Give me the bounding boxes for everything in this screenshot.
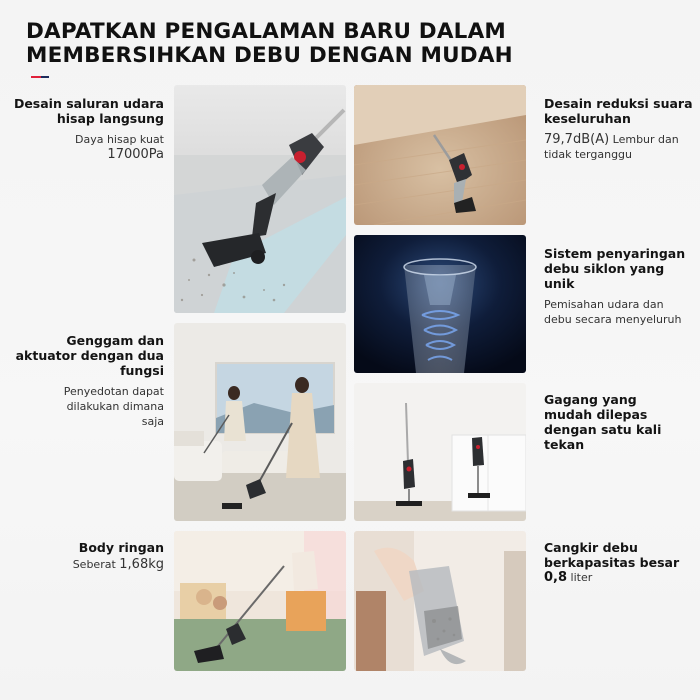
photo-lightweight-kids-room <box>174 531 346 671</box>
feature-suction-desc <box>4 132 164 162</box>
page-title <box>26 20 686 68</box>
feature-noise-desc-suffix: Lembur dan tidak terganggu <box>544 133 679 161</box>
feature-dustcup <box>544 540 684 585</box>
feature-suction-value: 17000Pa <box>107 147 164 162</box>
photo-quiet-wood-floor <box>354 85 526 225</box>
feature-dustcup-value: 0,8 <box>544 570 568 585</box>
feature-noise-desc <box>544 132 694 162</box>
photo-detachable-handle <box>354 383 526 521</box>
feature-handheld-title: Genggam dan aktuator dengan dua fungsi <box>15 333 164 378</box>
title-accent-bar <box>31 76 49 78</box>
feature-suction-desc-prefix: Daya hisap kuat <box>75 133 164 146</box>
feature-cyclone <box>544 246 694 327</box>
feature-dustcup-desc-suffix: liter <box>570 571 593 584</box>
feature-lightweight-title: Body ringan <box>78 540 164 555</box>
feature-handle <box>544 392 684 452</box>
feature-noise-value: 79,7dB(A) <box>544 132 610 147</box>
feature-cyclone-title: Sistem penyaringan debu siklon yang unik <box>544 246 686 291</box>
feature-handle-title: Gagang yang mudah dilepas dengan satu kali tekan <box>544 392 662 452</box>
feature-lightweight-desc <box>4 557 164 572</box>
feature-cyclone-desc: Pemisahan udara dan debu secara menyeluruh <box>544 298 682 326</box>
feature-dustcup-desc <box>544 570 684 585</box>
feature-dustcup-title: Cangkir debu berkapasitas besar <box>544 540 680 570</box>
feature-lightweight-value: 1,68kg <box>119 557 164 572</box>
feature-noise <box>544 96 694 162</box>
feature-lightweight <box>4 540 164 572</box>
page-title-line-1: DAPATKAN PENGALAMAN BARU DALAM <box>26 19 507 44</box>
photo-cyclone-filter <box>354 235 526 373</box>
feature-handheld <box>4 333 164 429</box>
page-title-line-2: MEMBERSIHKAN DEBU DENGAN MUDAH <box>26 43 513 68</box>
feature-lightweight-desc-prefix: Seberat <box>72 558 116 571</box>
feature-noise-title: Desain reduksi suara keseluruhan <box>544 96 693 126</box>
feature-handheld-desc: Penyedotan dapat dilakukan dimana saja <box>63 385 164 428</box>
photo-dust-cup <box>354 531 526 671</box>
feature-suction-title: Desain saluran udara hisap langsung <box>13 96 164 126</box>
photo-handheld-living-room <box>174 323 346 521</box>
feature-suction <box>4 96 164 162</box>
photo-suction-floor <box>174 85 346 313</box>
